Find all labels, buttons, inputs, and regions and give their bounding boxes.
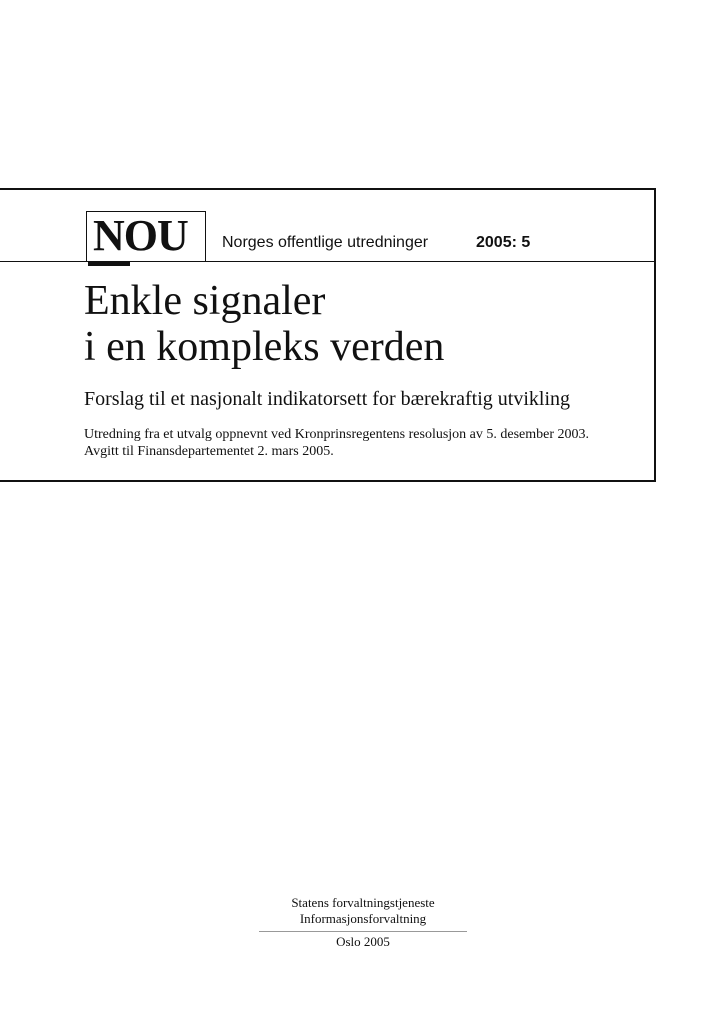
nou-logo [86, 211, 206, 261]
title-line-1: Enkle signaler [84, 278, 326, 324]
nou-logo-text: NOU [93, 211, 188, 260]
series-name: Norges offentlige utredninger [222, 234, 429, 251]
commission-note [84, 426, 589, 460]
publisher-divider [259, 931, 467, 932]
note-line-1: Utredning fra et utvalg oppnevnt ved Kronprinsregentens resolusjon av 5. desember 2003. [84, 427, 590, 442]
publisher-place-year: Oslo 2005 [336, 934, 390, 949]
note-line-2: Avgitt til Finansdepartementet 2. mars 2005. [84, 444, 334, 459]
publisher-line-2: Informasjonsforvaltning [299, 911, 427, 926]
nou-logo-underline [88, 261, 130, 266]
publisher-line-1: Statens forvaltningstjeneste [291, 895, 435, 910]
publisher-block [259, 895, 467, 927]
document-title [84, 278, 444, 370]
document-subtitle: Forslag til et nasjonalt indikatorsett for bærekraftig utvikling [84, 388, 571, 410]
series-number: 2005: 5 [476, 234, 531, 251]
title-line-2: i en kompleks verden [84, 324, 445, 370]
